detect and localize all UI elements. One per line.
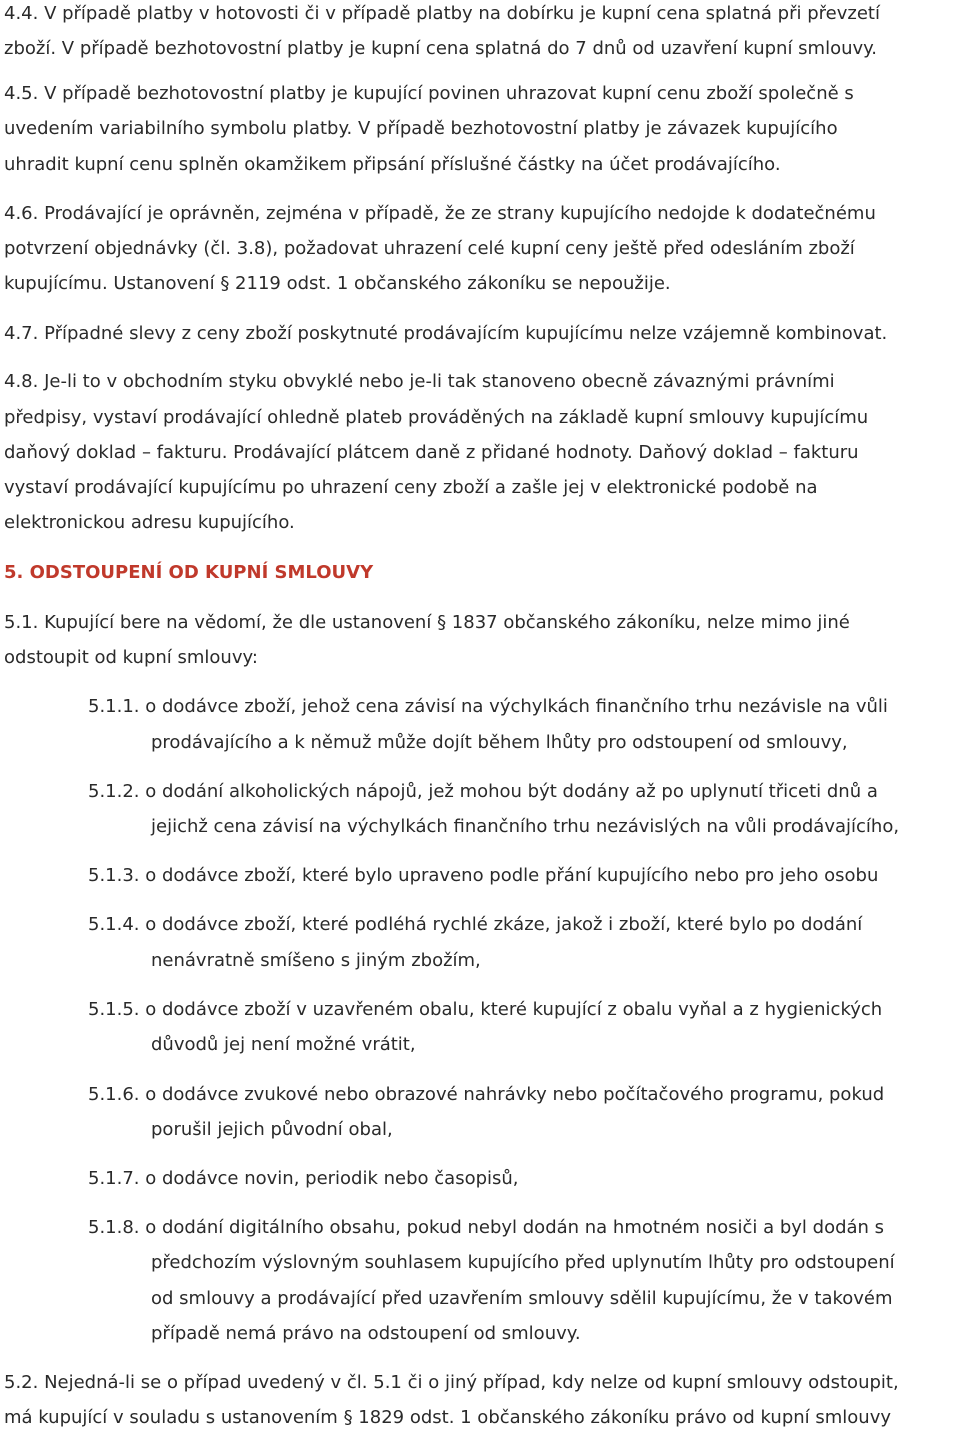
paragraph-5-2-line-1: 5.2. Nejedná-li se o případ uvedený v čl. 5.1 či o jiný případ, kdy nelze od kupní smlouvy odstoupit,	[4, 1372, 899, 1393]
section-heading: 5. ODSTOUPENÍ OD KUPNÍ SMLOUVY	[4, 562, 374, 583]
list-item-5-1-7-line-1: 5.1.7. o dodávce novin, periodik nebo časopisů,	[88, 1168, 519, 1189]
paragraph-4-5-line-3: uhradit kupní cenu splněn okamžikem připsání příslušné částky na účet prodávajícího.	[4, 154, 781, 175]
paragraph-4-6-line-3: kupujícímu. Ustanovení § 2119 odst. 1 občanského zákoníku se nepoužije.	[4, 273, 671, 294]
list-item-5-1-5-line-1: 5.1.5. o dodávce zboží v uzavřeném obalu, které kupující z obalu vyňal a z hygienických	[88, 999, 883, 1020]
list-item-5-1-5-line-2: důvodů jej není možné vrátit,	[151, 1034, 416, 1055]
list-item-5-1-4-line-1: 5.1.4. o dodávce zboží, které podléhá rychlé zkáze, jakož i zboží, které bylo po dodání	[88, 914, 863, 935]
paragraph-5-1-line-1: 5.1. Kupující bere na vědomí, že dle ustanovení § 1837 občanského zákoníku, nelze mimo jiné	[4, 612, 850, 633]
paragraph-4-8-line-5: elektronickou adresu kupujícího.	[4, 512, 295, 533]
list-item-5-1-1-line-1: 5.1.1. o dodávce zboží, jehož cena závisí na výchylkách finančního trhu nezávisle na vůli	[88, 696, 888, 717]
paragraph-4-8-line-2: předpisy, vystaví prodávající ohledně plateb prováděných na základě kupní smlouvy kupujícímu	[4, 407, 869, 428]
paragraph-4-8-line-1: 4.8. Je-li to v obchodním styku obvyklé nebo je-li tak stanoveno obecně závaznými právními	[4, 371, 835, 392]
list-item-5-1-8-line-1: 5.1.8. o dodání digitálního obsahu, pokud nebyl dodán na hmotném nosiči a byl dodán s	[88, 1217, 885, 1238]
list-item-5-1-4-line-2: nenávratně smíšeno s jiným zbožím,	[151, 950, 481, 971]
paragraph-4-4-line-2: zboží. V případě bezhotovostní platby je kupní cena splatná do 7 dnů od uzavření kupní smlouvy.	[4, 38, 877, 59]
paragraph-4-5-line-1: 4.5. V případě bezhotovostní platby je kupující povinen uhrazovat kupní cenu zboží společně s	[4, 83, 854, 104]
list-item-5-1-8-line-3: od smlouvy a prodávající před uzavřením smlouvy sdělil kupujícímu, že v takovém	[151, 1288, 893, 1309]
list-item-5-1-2-line-2: jejichž cena závisí na výchylkách finančního trhu nezávislých na vůli prodávajícího,	[151, 816, 900, 837]
paragraph-4-6-line-1: 4.6. Prodávající je oprávněn, zejména v případě, že ze strany kupujícího nedojde k dodatečnému	[4, 203, 876, 224]
list-item-5-1-1-line-2: prodávajícího a k němuž může dojít během lhůty pro odstoupení od smlouvy,	[151, 732, 848, 753]
paragraph-4-7-line-1: 4.7. Případné slevy z ceny zboží poskytnuté prodávajícím kupujícímu nelze vzájemně kombinovat.	[4, 323, 888, 344]
list-item-5-1-8-line-2: předchozím výslovným souhlasem kupujícího před uplynutím lhůty pro odstoupení	[151, 1252, 895, 1273]
paragraph-4-5-line-2: uvedením variabilního symbolu platby. V případě bezhotovostní platby je závazek kupujícího	[4, 118, 838, 139]
paragraph-4-8-line-4: vystaví prodávající kupujícímu po uhrazení ceny zboží a zašle jej v elektronické podobě na	[4, 477, 818, 498]
paragraph-5-1-line-2: odstoupit od kupní smlouvy:	[4, 647, 258, 668]
paragraph-4-6-line-2: potvrzení objednávky (čl. 3.8), požadovat uhrazení celé kupní ceny ještě před odesláním zboží	[4, 238, 855, 259]
paragraph-4-4-line-1: 4.4. V případě platby v hotovosti či v případě platby na dobírku je kupní cena splatná při převzetí	[4, 3, 880, 24]
paragraph-4-8-line-3: daňový doklad – fakturu. Prodávající plátcem daně z přidané hodnoty. Daňový doklad – fakturu	[4, 442, 859, 463]
list-item-5-1-8-line-4: případě nemá právo na odstoupení od smlouvy.	[151, 1323, 581, 1344]
list-item-5-1-6-line-2: porušil jejich původní obal,	[151, 1119, 393, 1140]
paragraph-5-2-line-2: má kupující v souladu s ustanovením § 1829 odst. 1 občanského zákoníku právo od kupní smlouvy	[4, 1407, 892, 1428]
list-item-5-1-3-line-1: 5.1.3. o dodávce zboží, které bylo upraveno podle přání kupujícího nebo pro jeho osobu	[88, 865, 879, 886]
list-item-5-1-6-line-1: 5.1.6. o dodávce zvukové nebo obrazové nahrávky nebo počítačového programu, pokud	[88, 1084, 885, 1105]
list-item-5-1-2-line-1: 5.1.2. o dodání alkoholických nápojů, jež mohou být dodány až po uplynutí třiceti dnů a	[88, 781, 878, 802]
